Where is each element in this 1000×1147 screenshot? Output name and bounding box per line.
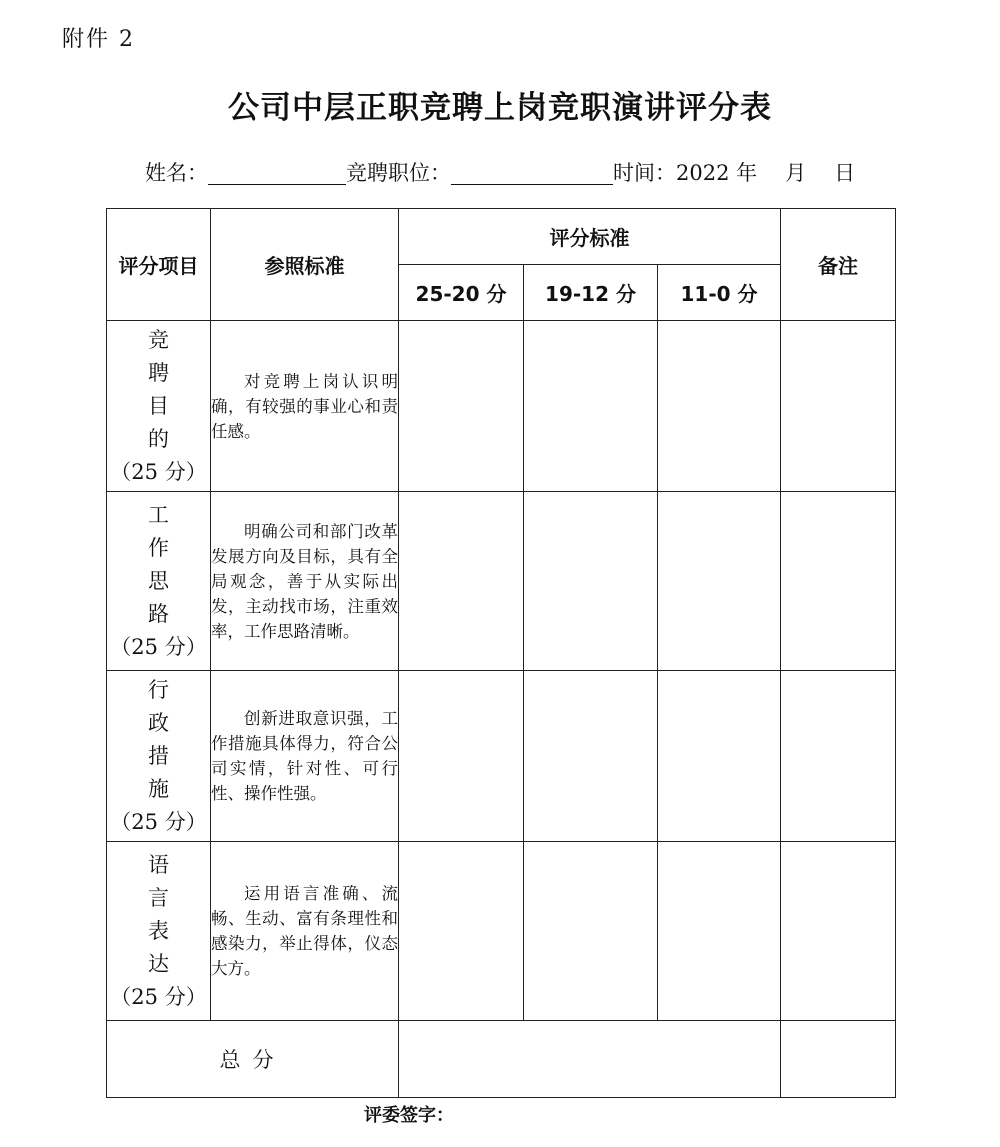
row-criteria: 明确公司和部门改革发展方向及目标，具有全局观念，善于从实际出发，主动找市场，注重效率，工作思路清晰。	[211, 492, 399, 671]
header-row	[107, 209, 896, 265]
score-cell[interactable]	[658, 671, 781, 842]
score-cell[interactable]	[658, 321, 781, 492]
band-header: 25-20 分	[399, 265, 524, 321]
time-label: 时间：2022 年	[613, 161, 758, 185]
row-item	[107, 321, 211, 492]
header-remarks: 备注	[781, 209, 896, 321]
attachment-label: 附件 2	[62, 27, 135, 52]
position-field[interactable]	[451, 162, 613, 185]
score-cell[interactable]	[524, 321, 658, 492]
table-row	[107, 671, 896, 842]
position-label: 竞聘职位：	[346, 161, 451, 185]
total-score-cell[interactable]	[399, 1021, 781, 1098]
month-label: 月	[785, 161, 807, 185]
table-row	[107, 321, 896, 492]
row-item	[107, 842, 211, 1021]
band-header: 19-12 分	[524, 265, 658, 321]
score-cell[interactable]	[524, 671, 658, 842]
score-cell[interactable]	[524, 492, 658, 671]
score-cell[interactable]	[399, 671, 524, 842]
header-item: 评分项目	[107, 209, 211, 321]
header-scoring: 评分标准	[399, 209, 781, 265]
score-cell[interactable]	[399, 321, 524, 492]
row-item-name: 竞聘目的	[148, 327, 169, 451]
name-label: 姓名：	[145, 161, 208, 185]
name-field[interactable]	[208, 162, 346, 185]
row-criteria: 对竞聘上岗认识明确，有较强的事业心和责任感。	[211, 321, 399, 492]
signature-label: 评委签字：	[364, 1105, 454, 1126]
row-item-points: （25 分）	[110, 634, 207, 659]
row-item-points: （25 分）	[110, 459, 207, 484]
row-criteria: 运用语言准确、流畅、生动、富有条理性和感染力，举止得体，仪态大方。	[211, 842, 399, 1021]
table-row	[107, 492, 896, 671]
row-item-points: （25 分）	[110, 809, 207, 834]
total-remarks-cell[interactable]	[781, 1021, 896, 1098]
remarks-cell[interactable]	[781, 842, 896, 1021]
row-item-name: 工作思路	[148, 502, 169, 626]
table-row	[107, 842, 896, 1021]
scoring-table	[106, 208, 896, 1098]
row-item	[107, 492, 211, 671]
row-item-name: 语言表达	[148, 852, 169, 976]
band-header: 11-0 分	[658, 265, 781, 321]
page-title: 公司中层正职竞聘上岗竞职演讲评分表	[228, 90, 772, 126]
total-label: 总分	[107, 1021, 399, 1098]
remarks-cell[interactable]	[781, 671, 896, 842]
info-line	[145, 157, 855, 187]
score-cell[interactable]	[658, 842, 781, 1021]
row-item-points: （25 分）	[110, 984, 207, 1009]
row-item-name: 行政措施	[148, 677, 169, 801]
row-criteria: 创新进取意识强，工作措施具体得力，符合公司实情，针对性、可行性、操作性强。	[211, 671, 399, 842]
score-cell[interactable]	[524, 842, 658, 1021]
header-reference: 参照标准	[211, 209, 399, 321]
remarks-cell[interactable]	[781, 492, 896, 671]
row-item	[107, 671, 211, 842]
remarks-cell[interactable]	[781, 321, 896, 492]
score-cell[interactable]	[658, 492, 781, 671]
day-label: 日	[834, 161, 856, 185]
score-cell[interactable]	[399, 842, 524, 1021]
total-row	[107, 1021, 896, 1098]
score-cell[interactable]	[399, 492, 524, 671]
